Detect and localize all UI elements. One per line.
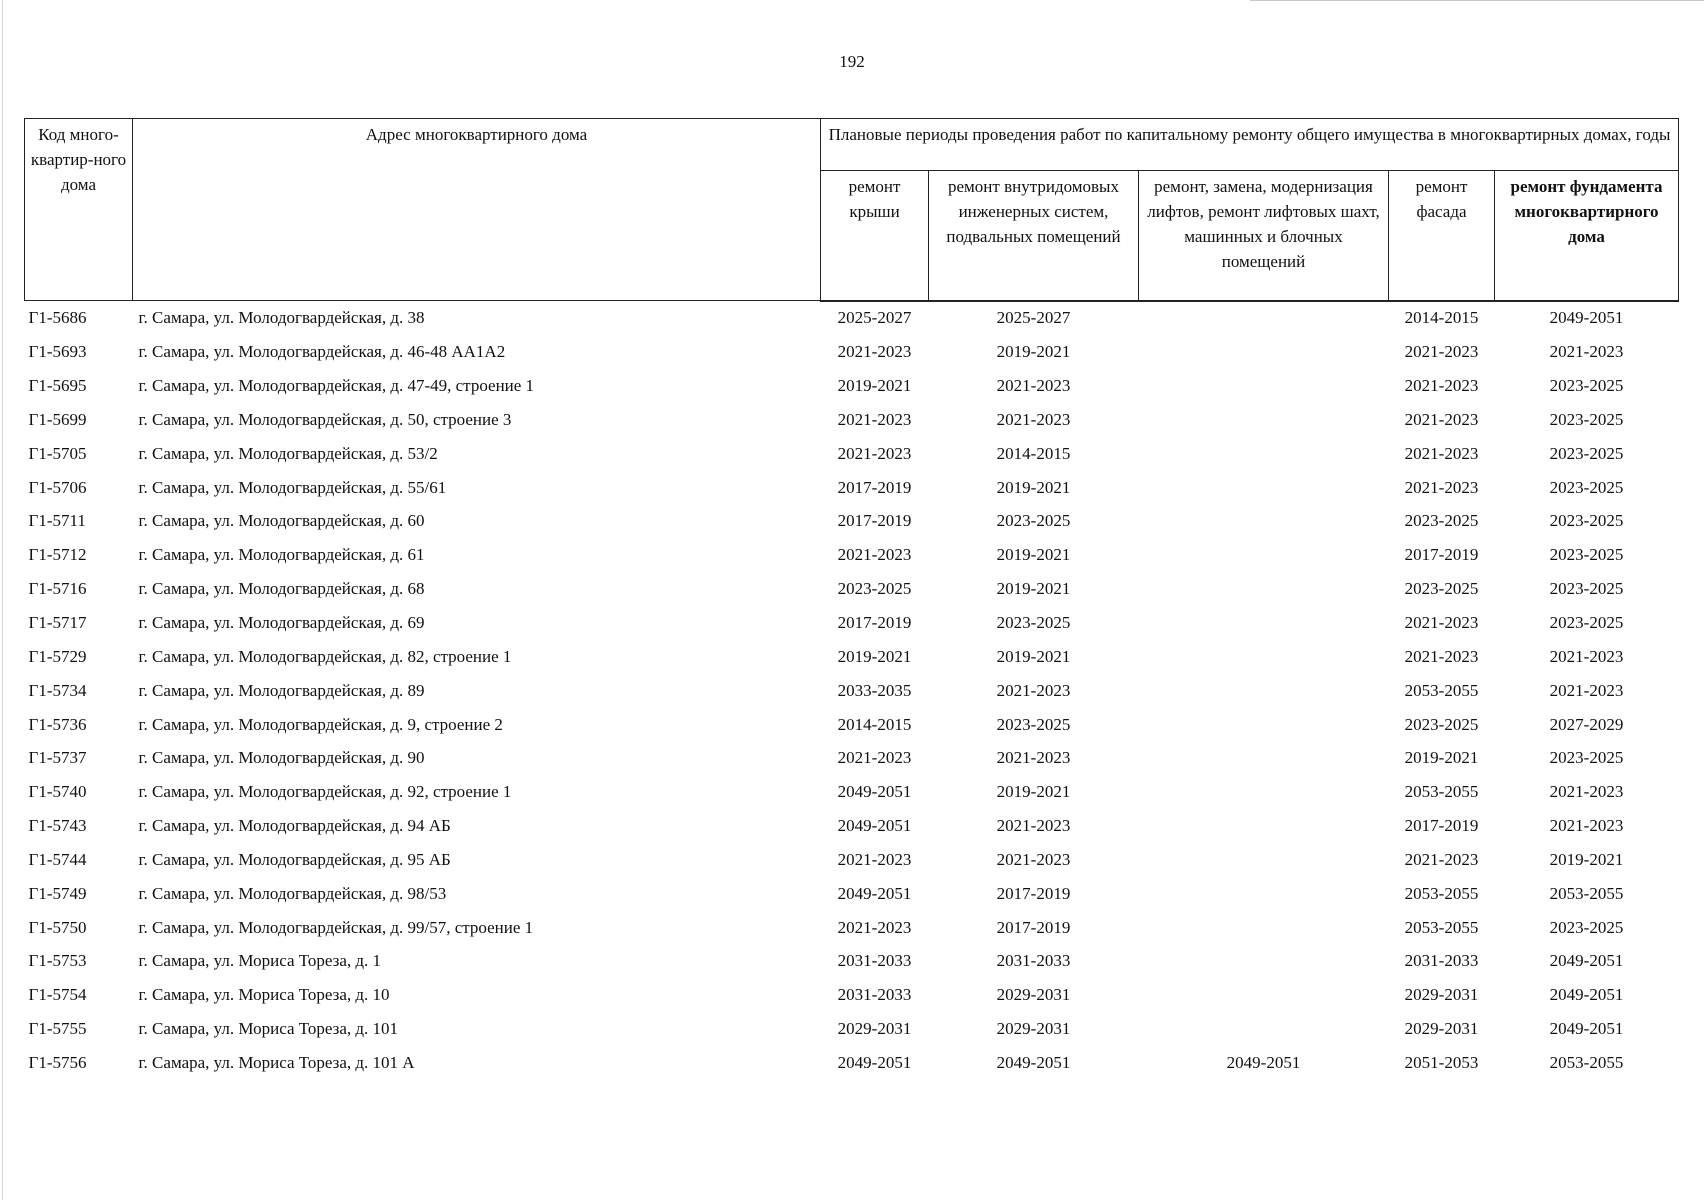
cell-code: Г1-5737 xyxy=(28,748,87,768)
cell-facade: 2023-2025 xyxy=(1404,511,1479,531)
cell-facade: 2031-2033 xyxy=(1404,951,1479,971)
cell-code: Г1-5706 xyxy=(28,477,87,497)
cell-systems: 2019-2021 xyxy=(996,646,1071,666)
table-head xyxy=(25,119,1679,301)
cell-systems: 2019-2021 xyxy=(996,579,1071,599)
cell-elevators xyxy=(1139,843,1389,877)
cell-facade: 2021-2023 xyxy=(1404,613,1479,633)
cell-address: г. Самара, ул. Молодогвардейская, д. 99/57, строение 1 xyxy=(138,917,534,937)
cell-address: г. Самара, ул. Молодогвардейская, д. 89 xyxy=(138,680,425,700)
cell-elevators xyxy=(1139,1012,1389,1046)
cell-roof: 2021-2023 xyxy=(837,443,912,463)
cell-foundation: 2049-2051 xyxy=(1549,308,1624,328)
cell-facade: 2021-2023 xyxy=(1404,443,1479,463)
header-foundation: ремонт фундамента многоквартирного дома xyxy=(1495,171,1679,301)
cell-facade: 2053-2055 xyxy=(1404,917,1479,937)
cell-roof: 2049-2051 xyxy=(837,1052,912,1072)
cell-code: Г1-5693 xyxy=(28,342,87,362)
cell-foundation: 2023-2025 xyxy=(1549,917,1624,937)
cell-facade: 2053-2055 xyxy=(1404,680,1479,700)
cell-address: г. Самара, ул. Мориса Тореза, д. 1 xyxy=(138,951,382,971)
cell-address: г. Самара, ул. Молодогвардейская, д. 68 xyxy=(138,579,425,599)
cell-elevators xyxy=(1139,741,1389,775)
cell-facade: 2053-2055 xyxy=(1404,883,1479,903)
table-row xyxy=(25,775,1679,809)
table-row xyxy=(25,301,1679,336)
cell-code: Г1-5716 xyxy=(28,579,87,599)
header-roof: ремонт крыши xyxy=(821,171,929,301)
cell-facade: 2029-2031 xyxy=(1404,1019,1479,1039)
table-row xyxy=(25,1046,1679,1080)
cell-address: г. Самара, ул. Молодогвардейская, д. 90 xyxy=(138,748,425,768)
cell-foundation: 2023-2025 xyxy=(1549,376,1624,396)
header-address: Адрес многоквартирного дома xyxy=(133,119,821,301)
cell-systems: 2017-2019 xyxy=(996,917,1071,937)
table-row xyxy=(25,708,1679,742)
cell-foundation: 2023-2025 xyxy=(1549,409,1624,429)
cell-code: Г1-5712 xyxy=(28,545,87,565)
cell-foundation: 2053-2055 xyxy=(1549,1052,1624,1072)
cell-code: Г1-5686 xyxy=(28,308,87,328)
cell-facade: 2014-2015 xyxy=(1404,308,1479,328)
cell-roof: 2017-2019 xyxy=(837,477,912,497)
cell-roof: 2021-2023 xyxy=(837,748,912,768)
cell-systems: 2019-2021 xyxy=(996,477,1071,497)
cell-code: Г1-5699 xyxy=(28,409,87,429)
cell-systems: 2023-2025 xyxy=(996,511,1071,531)
cell-roof: 2031-2033 xyxy=(837,985,912,1005)
table-row xyxy=(25,674,1679,708)
cell-foundation: 2023-2025 xyxy=(1549,477,1624,497)
table-row xyxy=(25,335,1679,369)
table-row xyxy=(25,877,1679,911)
cell-elevators xyxy=(1139,335,1389,369)
cell-systems: 2031-2033 xyxy=(996,951,1071,971)
cell-foundation: 2021-2023 xyxy=(1549,342,1624,362)
cell-address: г. Самара, ул. Молодогвардейская, д. 95 АБ xyxy=(138,849,451,869)
header-facade: ремонт фасада xyxy=(1389,171,1495,301)
cell-systems: 2019-2021 xyxy=(996,782,1071,802)
cell-roof: 2017-2019 xyxy=(837,511,912,531)
cell-systems: 2023-2025 xyxy=(996,613,1071,633)
cell-facade: 2021-2023 xyxy=(1404,646,1479,666)
table-row xyxy=(25,572,1679,606)
cell-address: г. Самара, ул. Молодогвардейская, д. 50, строение 3 xyxy=(138,409,512,429)
cell-address: г. Самара, ул. Молодогвардейская, д. 82, строение 1 xyxy=(138,646,512,666)
cell-address: г. Самара, ул. Мориса Тореза, д. 10 xyxy=(138,985,390,1005)
cell-code: Г1-5753 xyxy=(28,951,87,971)
header-systems: ремонт внутридомовых инженерных систем, подвальных помещений xyxy=(929,171,1139,301)
cell-systems: 2021-2023 xyxy=(996,849,1071,869)
cell-address: г. Самара, ул. Молодогвардейская, д. 69 xyxy=(138,613,425,633)
table-body xyxy=(25,301,1679,1080)
cell-roof: 2021-2023 xyxy=(837,545,912,565)
table-row xyxy=(25,640,1679,674)
cell-code: Г1-5744 xyxy=(28,849,87,869)
cell-facade: 2017-2019 xyxy=(1404,545,1479,565)
cell-elevators xyxy=(1139,606,1389,640)
cell-foundation: 2021-2023 xyxy=(1549,646,1624,666)
cell-elevators xyxy=(1139,640,1389,674)
cell-roof: 2017-2019 xyxy=(837,613,912,633)
cell-address: г. Самара, ул. Молодогвардейская, д. 60 xyxy=(138,511,425,531)
table-row xyxy=(25,911,1679,945)
cell-systems: 2019-2021 xyxy=(996,545,1071,565)
cell-roof: 2023-2025 xyxy=(837,579,912,599)
cell-roof: 2031-2033 xyxy=(837,951,912,971)
cell-roof: 2049-2051 xyxy=(837,883,912,903)
cell-foundation: 2049-2051 xyxy=(1549,985,1624,1005)
table-row xyxy=(25,1012,1679,1046)
cell-elevators xyxy=(1139,708,1389,742)
cell-address: г. Самара, ул. Мориса Тореза, д. 101 А xyxy=(138,1052,415,1072)
cell-elevators xyxy=(1139,505,1389,539)
cell-address: г. Самара, ул. Молодогвардейская, д. 92, строение 1 xyxy=(138,782,512,802)
cell-roof: 2019-2021 xyxy=(837,646,912,666)
cell-elevators xyxy=(1139,301,1389,336)
cell-code: Г1-5750 xyxy=(28,917,87,937)
cell-foundation: 2049-2051 xyxy=(1549,951,1624,971)
cell-address: г. Самара, ул. Молодогвардейская, д. 94 АБ xyxy=(138,816,451,836)
cell-code: Г1-5695 xyxy=(28,376,87,396)
cell-systems: 2021-2023 xyxy=(996,748,1071,768)
cell-elevators xyxy=(1139,538,1389,572)
table-row xyxy=(25,471,1679,505)
cell-elevators xyxy=(1139,775,1389,809)
table-row xyxy=(25,978,1679,1012)
cell-facade: 2021-2023 xyxy=(1404,477,1479,497)
capital-repair-table xyxy=(24,118,1679,1080)
cell-elevators xyxy=(1139,877,1389,911)
table-row xyxy=(25,538,1679,572)
cell-roof: 2049-2051 xyxy=(837,782,912,802)
header-code: Код много-квартир-ного дома xyxy=(25,119,133,301)
page-number: 192 xyxy=(839,52,865,71)
cell-foundation: 2019-2021 xyxy=(1549,849,1624,869)
cell-elevators xyxy=(1139,945,1389,979)
table-row xyxy=(25,403,1679,437)
cell-systems: 2023-2025 xyxy=(996,714,1071,734)
cell-foundation: 2049-2051 xyxy=(1549,1019,1624,1039)
cell-facade: 2021-2023 xyxy=(1404,376,1479,396)
cell-facade: 2051-2053 xyxy=(1404,1052,1479,1072)
cell-roof: 2021-2023 xyxy=(837,917,912,937)
table-row xyxy=(25,437,1679,471)
cell-facade: 2021-2023 xyxy=(1404,342,1479,362)
cell-elevators xyxy=(1139,809,1389,843)
cell-elevators xyxy=(1139,471,1389,505)
cell-systems: 2021-2023 xyxy=(996,816,1071,836)
cell-foundation: 2023-2025 xyxy=(1549,579,1624,599)
cell-facade: 2021-2023 xyxy=(1404,409,1479,429)
cell-code: Г1-5711 xyxy=(28,511,86,531)
cell-roof: 2019-2021 xyxy=(837,376,912,396)
cell-systems: 2014-2015 xyxy=(996,443,1071,463)
cell-roof: 2021-2023 xyxy=(837,409,912,429)
cell-facade: 2021-2023 xyxy=(1404,849,1479,869)
cell-address: г. Самара, ул. Молодогвардейская, д. 53/2 xyxy=(138,443,438,463)
cell-address: г. Самара, ул. Молодогвардейская, д. 98/53 xyxy=(138,883,447,903)
cell-roof: 2029-2031 xyxy=(837,1019,912,1039)
cell-roof: 2049-2051 xyxy=(837,816,912,836)
cell-elevators xyxy=(1139,437,1389,471)
cell-foundation: 2021-2023 xyxy=(1549,816,1624,836)
cell-code: Г1-5754 xyxy=(28,985,87,1005)
cell-code: Г1-5743 xyxy=(28,816,87,836)
cell-code: Г1-5734 xyxy=(28,680,87,700)
cell-systems: 2049-2051 xyxy=(996,1052,1071,1072)
cell-foundation: 2023-2025 xyxy=(1549,443,1624,463)
cell-elevators xyxy=(1139,369,1389,403)
cell-foundation: 2021-2023 xyxy=(1549,680,1624,700)
header-elevators: ремонт, замена, модернизация лифтов, ремонт лифтовых шахт, машинных и блочных помещений xyxy=(1139,171,1389,301)
table-row xyxy=(25,369,1679,403)
table-row xyxy=(25,606,1679,640)
cell-roof: 2025-2027 xyxy=(837,308,912,328)
cell-foundation: 2053-2055 xyxy=(1549,883,1624,903)
cell-code: Г1-5729 xyxy=(28,646,87,666)
table-row xyxy=(25,843,1679,877)
cell-roof: 2021-2023 xyxy=(837,849,912,869)
cell-code: Г1-5705 xyxy=(28,443,87,463)
cell-facade: 2029-2031 xyxy=(1404,985,1479,1005)
cell-facade: 2023-2025 xyxy=(1404,579,1479,599)
cell-systems: 2021-2023 xyxy=(996,680,1071,700)
cell-foundation: 2021-2023 xyxy=(1549,782,1624,802)
cell-elevators xyxy=(1139,403,1389,437)
cell-foundation: 2027-2029 xyxy=(1549,714,1624,734)
cell-systems: 2029-2031 xyxy=(996,985,1071,1005)
cell-roof: 2014-2015 xyxy=(837,714,912,734)
cell-address: г. Самара, ул. Мориса Тореза, д. 101 xyxy=(138,1019,399,1039)
table-row xyxy=(25,741,1679,775)
cell-elevators: 2049-2051 xyxy=(1226,1052,1301,1072)
cell-systems: 2019-2021 xyxy=(996,342,1071,362)
cell-roof: 2033-2035 xyxy=(837,680,912,700)
cell-roof: 2021-2023 xyxy=(837,342,912,362)
cell-address: г. Самара, ул. Молодогвардейская, д. 9, строение 2 xyxy=(138,714,503,734)
cell-code: Г1-5740 xyxy=(28,782,87,802)
cell-elevators xyxy=(1139,674,1389,708)
cell-systems: 2021-2023 xyxy=(996,409,1071,429)
cell-elevators xyxy=(1139,911,1389,945)
cell-address: г. Самара, ул. Молодогвардейская, д. 61 xyxy=(138,545,425,565)
cell-foundation: 2023-2025 xyxy=(1549,748,1624,768)
cell-systems: 2017-2019 xyxy=(996,883,1071,903)
cell-facade: 2017-2019 xyxy=(1404,816,1479,836)
cell-foundation: 2023-2025 xyxy=(1549,545,1624,565)
cell-foundation: 2023-2025 xyxy=(1549,613,1624,633)
cell-address: г. Самара, ул. Молодогвардейская, д. 38 xyxy=(138,308,425,328)
table-row xyxy=(25,945,1679,979)
cell-elevators xyxy=(1139,572,1389,606)
header-periods-group: Плановые периоды проведения работ по капитальному ремонту общего имущества в многоквартирных домах, годы xyxy=(821,119,1679,171)
cell-elevators xyxy=(1139,978,1389,1012)
table-row xyxy=(25,505,1679,539)
scan-edge-top xyxy=(1250,0,1704,1)
cell-facade: 2019-2021 xyxy=(1404,748,1479,768)
cell-address: г. Самара, ул. Молодогвардейская, д. 47-49, строение 1 xyxy=(138,376,535,396)
cell-systems: 2021-2023 xyxy=(996,376,1071,396)
scan-edge-left xyxy=(2,0,3,1200)
cell-code: Г1-5717 xyxy=(28,613,87,633)
cell-systems: 2025-2027 xyxy=(996,308,1071,328)
table-row xyxy=(25,809,1679,843)
cell-code: Г1-5736 xyxy=(28,714,87,734)
cell-facade: 2023-2025 xyxy=(1404,714,1479,734)
cell-facade: 2053-2055 xyxy=(1404,782,1479,802)
cell-address: г. Самара, ул. Молодогвардейская, д. 46-48 АА1А2 xyxy=(138,342,506,362)
cell-code: Г1-5749 xyxy=(28,883,87,903)
cell-foundation: 2023-2025 xyxy=(1549,511,1624,531)
cell-address: г. Самара, ул. Молодогвардейская, д. 55/61 xyxy=(138,477,447,497)
cell-systems: 2029-2031 xyxy=(996,1019,1071,1039)
cell-code: Г1-5755 xyxy=(28,1019,87,1039)
cell-code: Г1-5756 xyxy=(28,1052,87,1072)
